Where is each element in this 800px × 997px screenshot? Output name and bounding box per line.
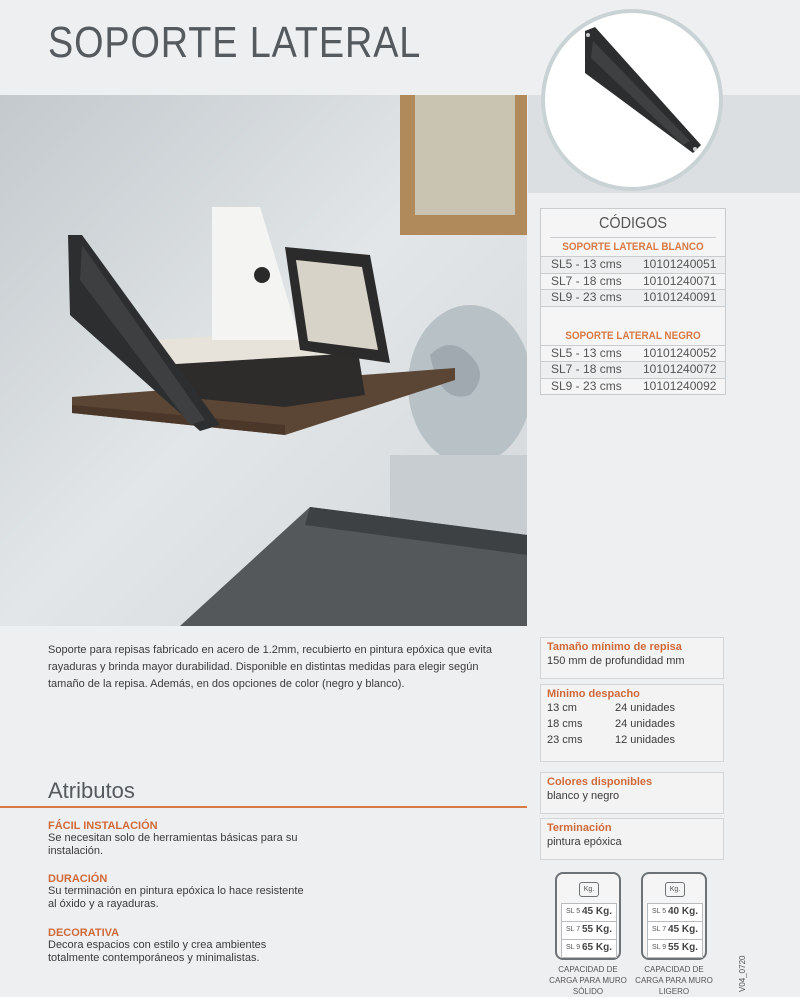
product-photo: [0, 95, 527, 626]
attributes-heading: Atributos: [48, 778, 135, 803]
light-wall-caption: CAPACIDAD DE CARGA PARA MURO LIGERO: [635, 965, 713, 996]
codes-group-title: SOPORTE LATERAL NEGRO: [565, 329, 701, 342]
solid-wall-caption: CAPACIDAD DE CARGA PARA MURO SÓLIDO: [549, 965, 627, 996]
table-row: SL7 - 18 cms 10101240071: [541, 273, 725, 290]
codes-table: [540, 208, 726, 395]
table-row: SL5 - 13 cms 10101240052: [541, 345, 725, 362]
spec-colors: Colores disponibles blanco y negro: [540, 772, 724, 814]
weight-icon-solid: Kg. SL 5 45 Kg. SL 7 55 Kg. SL 9 65 Kg.: [555, 872, 621, 960]
version-code: V04_0720: [738, 955, 747, 992]
kg-icon: Kg.: [579, 882, 599, 897]
product-description: Soporte para repisas fabricado en acero de 1.2mm, recubierto en pintura epóxica que evita rayaduras y brinda mayor durabilidad. Disponible en distintas medidas para elegir según tamaño de la repisa. Además, en dos opciones de color (negro y blanco).: [48, 644, 492, 690]
spec-min-size: Tamaño mínimo de repisa 150 mm de profundidad mm: [540, 637, 724, 679]
codes-heading: CÓDIGOS: [550, 209, 716, 238]
table-row: SL7 - 18 cms 10101240072: [541, 361, 725, 378]
spec-finish: Terminación pintura epóxica: [540, 818, 724, 860]
attribute-item: DURACIÓN Su terminación en pintura epóxica lo hace resistente al óxido y a rayaduras.: [48, 873, 304, 910]
codes-group-title: SOPORTE LATERAL BLANCO: [562, 241, 704, 253]
kg-icon: Kg.: [665, 882, 685, 897]
table-row: SL9 - 23 cms 10101240092: [541, 378, 725, 395]
page-title: SOPORTE LATERAL: [48, 18, 422, 67]
attribute-item: DECORATIVA Decora espacios con estilo y crea ambientes totalmente contemporáneos y minimalistas.: [48, 927, 267, 964]
table-row: SL5 - 13 cms 10101240051: [541, 256, 725, 273]
table-row: SL9 - 23 cms 10101240091: [541, 289, 725, 306]
attributes-divider: [0, 806, 527, 808]
bracket-closeup: [541, 9, 723, 191]
weight-icon-light: Kg. SL 5 40 Kg. SL 7 45 Kg. SL 9 55 Kg.: [641, 872, 707, 960]
spec-min-dispatch: Mínimo despacho 13 cm 24 unidades 18 cms 24 unidades 23 cms 12 unidades: [540, 684, 724, 762]
attribute-item: FÁCIL INSTALACIÓN Se necesitan solo de herramientas básicas para su instalación.: [48, 820, 298, 857]
